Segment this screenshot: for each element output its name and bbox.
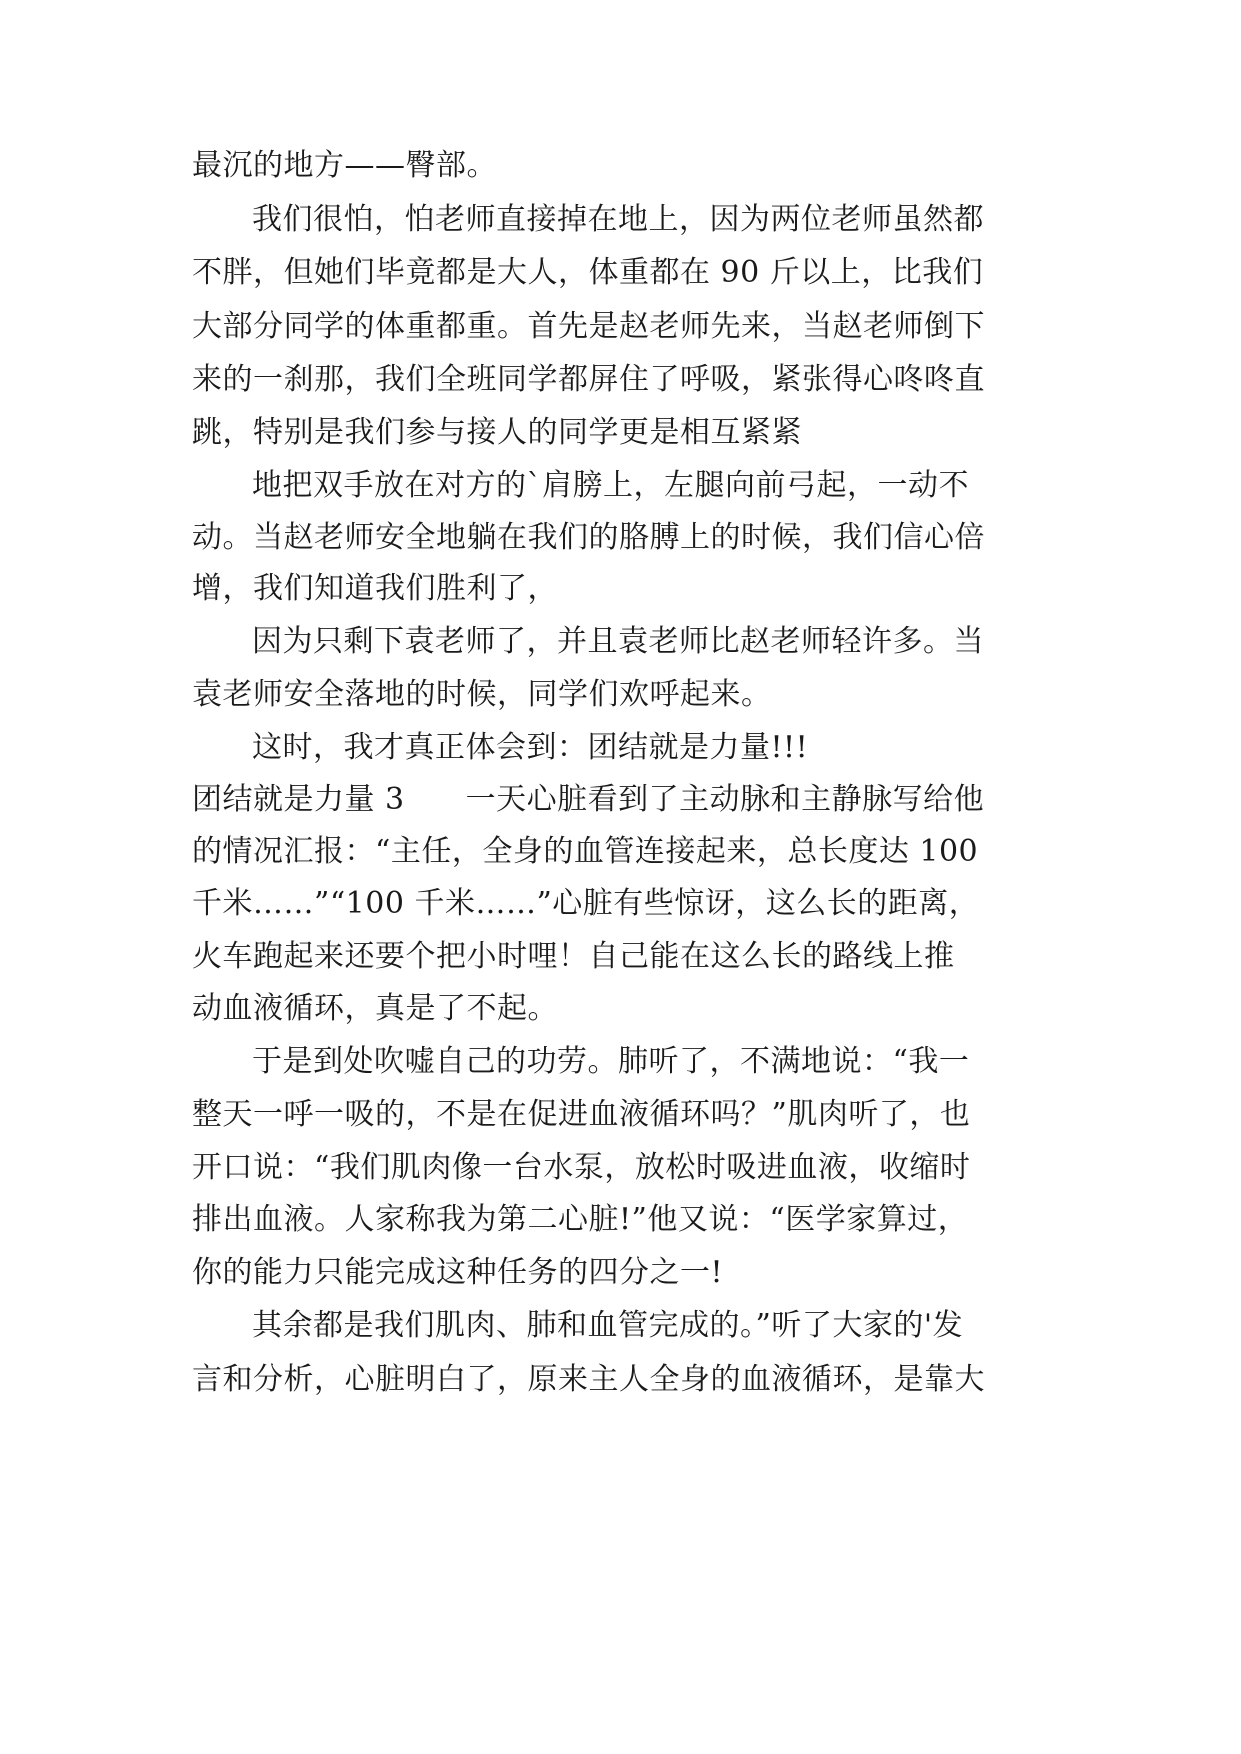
- text-line: 开口说：“我们肌肉像一台水泵，放松时吸进血液，收缩时: [192, 1150, 971, 1185]
- text-line: 袁老师安全落地的时候，同学们欢呼起来。: [192, 677, 772, 712]
- paragraph-start: 我们很怕，怕老师直接掉在地上，因为两位老师虽然都: [252, 202, 984, 237]
- text-line: 的情况汇报：“主任，全身的血管连接起来，总长度达 100: [192, 834, 979, 869]
- text-line: 不胖，但她们毕竟都是大人，体重都在 90 斤以上，比我们: [192, 255, 984, 290]
- paragraph-start: 地把双手放在对方的`肩膀上，左腿向前弓起，一动不: [252, 468, 969, 503]
- text-line: 动。当赵老师安全地躺在我们的胳膊上的时候，我们信心倍: [192, 520, 985, 555]
- text-line: 排出血液。人家称我为第二心脏!”他又说：“医学家算过，: [192, 1202, 969, 1237]
- paragraph-start: 因为只剩下袁老师了，并且袁老师比赵老师轻许多。当: [252, 624, 984, 659]
- text-line: 千米……”“100 千米……”心脏有些惊讶，这么长的距离，: [192, 886, 980, 921]
- text-line: 整天一呼一吸的，不是在促进血液循环吗？”肌肉听了，也: [192, 1097, 971, 1132]
- paragraph-start: 于是到处吹嘘自己的功劳。肺听了，不满地说：“我一: [252, 1044, 970, 1079]
- text-line: 言和分析，心脏明白了，原来主人全身的血液循环，是靠大: [192, 1362, 985, 1397]
- text-line: 来的一刹那，我们全班同学都屏住了呼吸，紧张得心咚咚直: [192, 362, 985, 397]
- text-line: 火车跑起来还要个把小时哩！自己能在这么长的路线上推: [192, 939, 955, 974]
- section-heading-line: 团结就是力量 3 一天心脏看到了主动脉和主静脉写给他: [192, 782, 985, 817]
- text-line: 你的能力只能完成这种任务的四分之一!: [192, 1255, 724, 1290]
- paragraph-start: 其余都是我们肌肉、肺和血管完成的。”听了大家的'发: [252, 1308, 964, 1343]
- text-line: 跳，特别是我们参与接人的同学更是相互紧紧: [192, 415, 802, 450]
- text-line: 最沉的地方——臀部。: [192, 148, 497, 183]
- paragraph-start: 这时，我才真正体会到：团结就是力量!!!: [252, 730, 809, 765]
- text-line: 增，我们知道我们胜利了，: [192, 571, 558, 606]
- text-line: 动血液循环，真是了不起。: [192, 991, 558, 1026]
- text-line: 大部分同学的体重都重。首先是赵老师先来，当赵老师倒下: [192, 309, 985, 344]
